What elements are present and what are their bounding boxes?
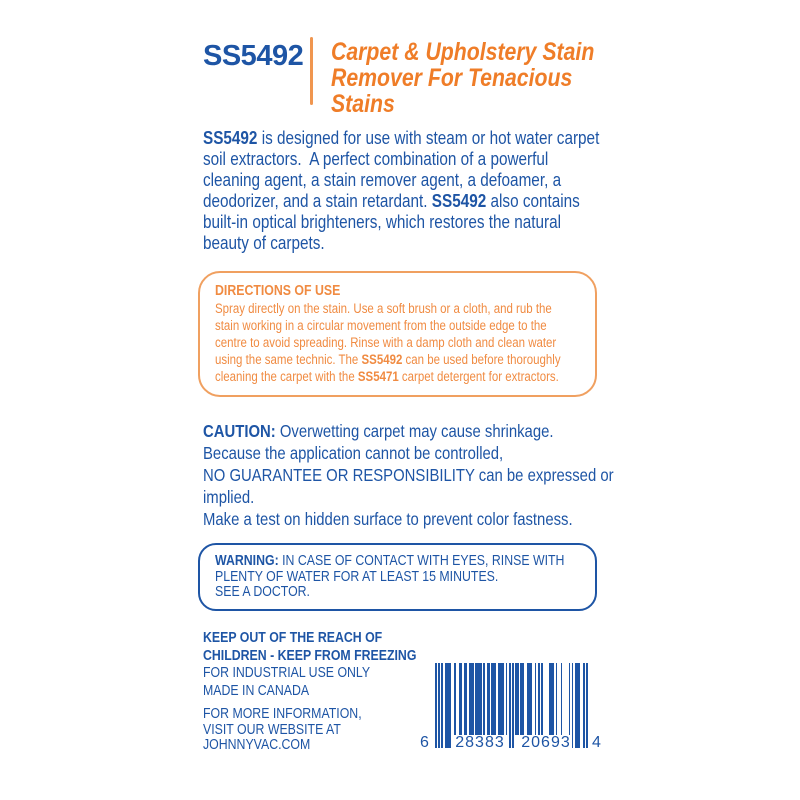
caution-line: NO GUARANTEE OR RESPONSIBILITY can be expressed or (203, 465, 614, 485)
warning-line (215, 553, 565, 570)
description-line: cleaning agent, a stain remover agent, a defoamer, a (203, 170, 562, 190)
warning-content (215, 553, 565, 601)
directions-line (215, 368, 559, 385)
product-code-inline: SS5492 (431, 191, 487, 211)
description-line: built-in optical brighteners, which restores the natural (203, 212, 562, 232)
directions-of-use-box (198, 271, 597, 397)
website-url: JOHNNYVAC.COM (203, 737, 311, 753)
directions-text: can be used before thoroughly (402, 352, 561, 367)
description-text: also contains (486, 191, 580, 211)
caution-section (203, 420, 614, 530)
barcode-digits-right: 20693 (521, 734, 571, 751)
directions-text: cleaning the carpet with the (215, 369, 358, 384)
description-line (203, 128, 599, 149)
caution-text: Overwetting carpet may cause shrinkage. (275, 421, 554, 441)
caution-line: implied. (203, 487, 255, 507)
product-title (331, 36, 594, 117)
directions-heading: DIRECTIONS OF USE (215, 283, 341, 299)
product-code-inline: SS5492 (203, 128, 258, 148)
warning-text: IN CASE OF CONTACT WITH EYES, RINSE WITH (278, 553, 565, 569)
directions-text: using the same technic. The (215, 352, 362, 367)
website-info (203, 707, 362, 754)
product-title-line: Carpet & Upholstery Stain (331, 38, 595, 66)
caution-keyword: CAUTION: (203, 421, 276, 441)
barcode-digits-left: 28383 (455, 734, 505, 751)
warning-line: SEE A DOCTOR. (215, 584, 310, 600)
made-in-canada-line: MADE IN CANADA (203, 682, 310, 699)
warning-line: PLENTY OF WATER FOR AT LEAST 15 MINUTES. (215, 568, 499, 585)
product-title-line: Remover For Tenacious (331, 64, 573, 92)
warning-box (198, 543, 597, 611)
directions-line: centre to avoid spreading. Rinse with a damp cloth and clean water (215, 335, 557, 350)
caution-line: Make a test on hidden surface to prevent color fastness. (203, 509, 573, 529)
directions-line: stain working in a circular movement from the outside edge to the (215, 318, 547, 333)
label-header (203, 36, 641, 117)
directions-text: carpet detergent for extractors. (398, 369, 559, 384)
barcode-digit-first: 6 (420, 734, 430, 751)
upc-barcode (420, 663, 602, 751)
keep-out-line: CHILDREN - KEEP FROM FREEZING (203, 647, 417, 664)
description-line: beauty of carpets. (203, 233, 325, 253)
directions-content (215, 283, 561, 385)
description-text: is designed for use with steam or hot water carpet (257, 128, 600, 148)
warning-keyword: WARNING: (215, 553, 279, 569)
info-line: VISIT OUR WEBSITE AT (203, 721, 341, 738)
caution-line (203, 420, 614, 442)
description-line: soil extractors. A perfect combination of a powerful (203, 149, 549, 169)
header-divider (310, 37, 313, 105)
keep-out-line: KEEP OUT OF THE REACH OF (203, 630, 383, 646)
directions-line: Spray directly on the stain. Use a soft brush or a cloth, and rub the (215, 301, 552, 316)
product-code: SS5492 (203, 40, 304, 72)
safety-notices (203, 630, 416, 700)
product-description (203, 128, 599, 254)
product-title-line: Stains (331, 90, 395, 118)
barcode-digit-last: 4 (592, 734, 602, 751)
info-line: FOR MORE INFORMATION, (203, 706, 362, 722)
caution-line: Because the application cannot be controlled, (203, 443, 504, 463)
description-line (203, 191, 599, 212)
industrial-use-line: FOR INDUSTRIAL USE ONLY (203, 665, 371, 681)
product-code-inline: SS5471 (357, 369, 399, 384)
description-text: deodorizer, and a stain retardant. (203, 191, 432, 211)
directions-line (215, 351, 561, 368)
product-code-inline: SS5492 (361, 352, 403, 367)
